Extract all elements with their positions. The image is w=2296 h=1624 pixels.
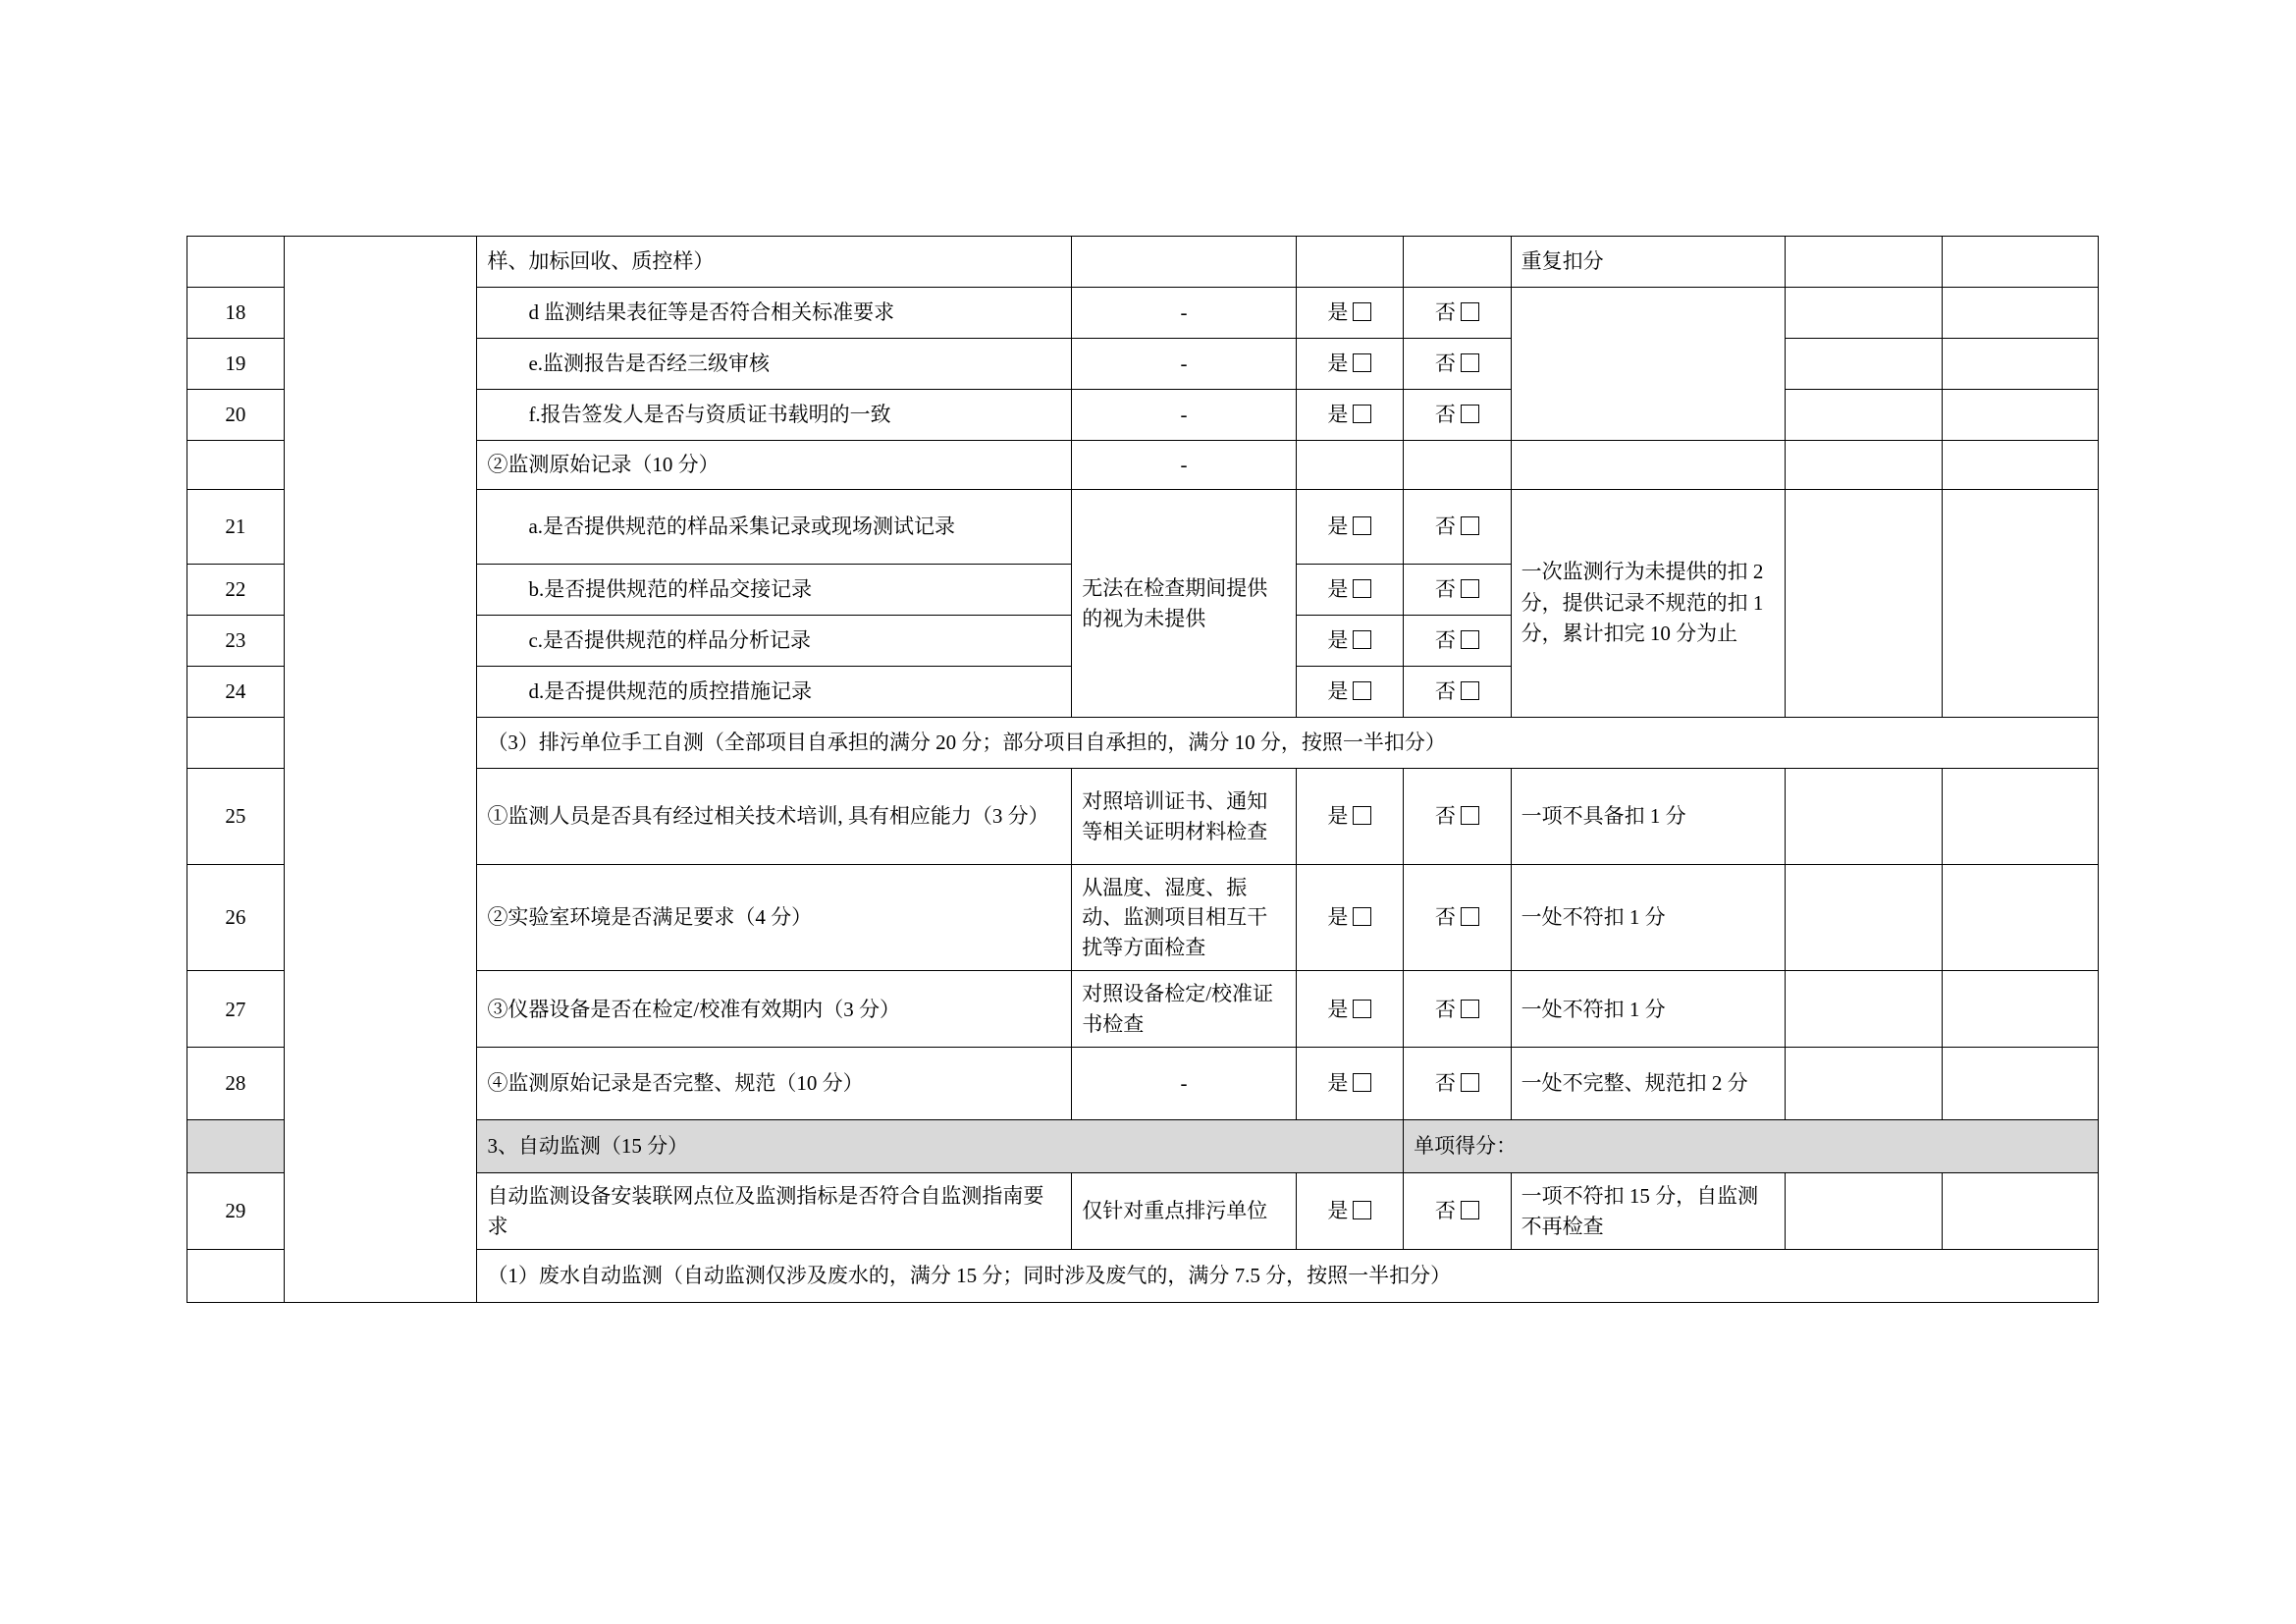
cell-score-rule: 一项不符扣 15 分，自监测不再检查	[1511, 1173, 1786, 1250]
no-checkbox[interactable]	[1461, 302, 1479, 321]
yes-label: 是	[1327, 300, 1349, 325]
cell-method: -	[1072, 339, 1296, 390]
cell-section-title: 3、自动监测（15 分）	[477, 1120, 1404, 1173]
cell-blank-1[interactable]	[1786, 1173, 1942, 1250]
cell-no	[187, 718, 285, 769]
no-checkbox[interactable]	[1461, 806, 1479, 825]
cell-method: 无法在检查期间提供的视为未提供	[1072, 490, 1296, 718]
cell-no	[187, 1120, 285, 1173]
cell-yes[interactable]	[1296, 390, 1403, 441]
no-label: 否	[1434, 403, 1456, 427]
yes-label: 是	[1327, 514, 1349, 539]
cell-no-option	[1404, 237, 1511, 288]
cell-yes[interactable]	[1296, 865, 1403, 971]
cell-item: d.是否提供规范的质控措施记录	[477, 667, 1072, 718]
cell-no-option[interactable]	[1404, 971, 1511, 1048]
no-label: 否	[1434, 905, 1456, 930]
cell-no: 20	[187, 390, 285, 441]
cell-yes[interactable]	[1296, 490, 1403, 565]
cell-method: 对照培训证书、通知等相关证明材料检查	[1072, 769, 1296, 865]
cell-method: -	[1072, 441, 1296, 490]
cell-item: ③仪器设备是否在检定/校准有效期内（3 分）	[477, 971, 1072, 1048]
cell-no: 19	[187, 339, 285, 390]
cell-yes[interactable]	[1296, 565, 1403, 616]
cell-yes	[1296, 237, 1403, 288]
cell-item: ②监测原始记录（10 分）	[477, 441, 1072, 490]
cell-blank-2[interactable]	[1942, 490, 2099, 718]
cell-blank-2[interactable]	[1942, 1048, 2099, 1120]
cell-score-rule	[1511, 288, 1786, 441]
cell-blank-1[interactable]	[1786, 971, 1942, 1048]
no-label: 否	[1434, 804, 1456, 829]
no-label: 否	[1434, 997, 1456, 1021]
cell-no: 22	[187, 565, 285, 616]
cell-no: 24	[187, 667, 285, 718]
cell-blank-1[interactable]	[1786, 288, 1942, 339]
cell-item: 样、加标回收、质控样）	[477, 237, 1072, 288]
no-label: 否	[1434, 628, 1456, 653]
cell-no-option[interactable]	[1404, 339, 1511, 390]
cell-blank-1[interactable]	[1786, 865, 1942, 971]
cell-item: ①监测人员是否具有经过相关技术培训, 具有相应能力（3 分）	[477, 769, 1072, 865]
cell-no-option[interactable]	[1404, 390, 1511, 441]
inspection-checklist-table	[187, 236, 2099, 1303]
cell-item: ④监测原始记录是否完整、规范（10 分）	[477, 1048, 1072, 1120]
cell-score-rule	[1511, 441, 1786, 490]
cell-blank-1[interactable]	[1786, 490, 1942, 718]
yes-label: 是	[1327, 1071, 1349, 1096]
cell-item: 自动监测设备安装联网点位及监测指标是否符合自监测指南要求	[477, 1173, 1072, 1250]
cell-yes[interactable]	[1296, 1048, 1403, 1120]
cell-blank-2[interactable]	[1942, 339, 2099, 390]
cell-no-option[interactable]	[1404, 1048, 1511, 1120]
cell-no	[187, 237, 285, 288]
yes-checkbox[interactable]	[1353, 516, 1371, 535]
cell-blank-2[interactable]	[1942, 971, 2099, 1048]
cell-item: b.是否提供规范的样品交接记录	[477, 565, 1072, 616]
yes-label: 是	[1327, 1199, 1349, 1223]
yes-checkbox[interactable]	[1353, 302, 1371, 321]
cell-blank-2[interactable]	[1942, 390, 2099, 441]
cell-blank-1[interactable]	[1786, 237, 1942, 288]
yes-checkbox[interactable]	[1353, 907, 1371, 926]
cell-yes[interactable]	[1296, 769, 1403, 865]
cell-method: -	[1072, 390, 1296, 441]
cell-method	[1072, 237, 1296, 288]
cell-method: 对照设备检定/校准证书检查	[1072, 971, 1296, 1048]
yes-label: 是	[1327, 679, 1349, 704]
no-label: 否	[1434, 300, 1456, 325]
cell-method: 从温度、湿度、振动、监测项目相互干扰等方面检查	[1072, 865, 1296, 971]
cell-method: -	[1072, 1048, 1296, 1120]
yes-label: 是	[1327, 997, 1349, 1021]
yes-checkbox[interactable]	[1353, 1201, 1371, 1219]
yes-checkbox[interactable]	[1353, 353, 1371, 372]
yes-label: 是	[1327, 804, 1349, 829]
yes-checkbox[interactable]	[1353, 630, 1371, 649]
cell-blank-2[interactable]	[1942, 288, 2099, 339]
no-label: 否	[1434, 1071, 1456, 1096]
no-checkbox[interactable]	[1461, 579, 1479, 598]
no-checkbox[interactable]	[1461, 907, 1479, 926]
cell-method: 仅针对重点排污单位	[1072, 1173, 1296, 1250]
cell-section-title: （1）废水自动监测（自动监测仅涉及废水的，满分 15 分；同时涉及废气的，满分 7.5 分，按照一半扣分）	[477, 1250, 2099, 1303]
cell-blank-1[interactable]	[1786, 769, 1942, 865]
cell-yes[interactable]	[1296, 667, 1403, 718]
yes-label: 是	[1327, 628, 1349, 653]
cell-no-option[interactable]	[1404, 667, 1511, 718]
cell-item: d 监测结果表征等是否符合相关标准要求	[477, 288, 1072, 339]
cell-no-option[interactable]	[1404, 616, 1511, 667]
cell-no: 18	[187, 288, 285, 339]
cell-no-option[interactable]	[1404, 1173, 1511, 1250]
cell-no: 21	[187, 490, 285, 565]
cell-no: 29	[187, 1173, 285, 1250]
cell-yes[interactable]	[1296, 616, 1403, 667]
yes-label: 是	[1327, 577, 1349, 602]
cell-blank-1[interactable]	[1786, 339, 1942, 390]
yes-checkbox[interactable]	[1353, 579, 1371, 598]
no-checkbox[interactable]	[1461, 1201, 1479, 1219]
no-checkbox[interactable]	[1461, 353, 1479, 372]
cell-item: f.报告签发人是否与资质证书载明的一致	[477, 390, 1072, 441]
no-label: 否	[1434, 679, 1456, 704]
no-checkbox[interactable]	[1461, 681, 1479, 700]
cell-blank-2[interactable]	[1942, 237, 2099, 288]
no-label: 否	[1434, 577, 1456, 602]
cell-item: e.监测报告是否经三级审核	[477, 339, 1072, 390]
cell-score-rule: 一处不符扣 1 分	[1511, 865, 1786, 971]
no-checkbox[interactable]	[1461, 630, 1479, 649]
cell-no: 25	[187, 769, 285, 865]
cell-no-option[interactable]	[1404, 490, 1511, 565]
yes-checkbox[interactable]	[1353, 405, 1371, 423]
cell-yes[interactable]	[1296, 971, 1403, 1048]
cell-score-rule: 一项不具备扣 1 分	[1511, 769, 1786, 865]
no-label: 否	[1434, 352, 1456, 376]
yes-checkbox[interactable]	[1353, 1000, 1371, 1018]
yes-label: 是	[1327, 905, 1349, 930]
cell-method: -	[1072, 288, 1296, 339]
cell-blank-2[interactable]	[1942, 769, 2099, 865]
cell-no: 26	[187, 865, 285, 971]
yes-checkbox[interactable]	[1353, 806, 1371, 825]
cell-blank-1[interactable]	[1786, 1048, 1942, 1120]
cell-item: ②实验室环境是否满足要求（4 分）	[477, 865, 1072, 971]
cell-no	[187, 441, 285, 490]
cell-no: 27	[187, 971, 285, 1048]
cell-yes[interactable]	[1296, 1173, 1403, 1250]
yes-checkbox[interactable]	[1353, 1073, 1371, 1092]
no-checkbox[interactable]	[1461, 405, 1479, 423]
cell-no-option[interactable]	[1404, 865, 1511, 971]
yes-label: 是	[1327, 352, 1349, 376]
yes-label: 是	[1327, 403, 1349, 427]
cell-blank-2[interactable]	[1942, 865, 2099, 971]
cell-category	[284, 237, 477, 1303]
cell-no-option	[1404, 441, 1511, 490]
cell-item: a.是否提供规范的样品采集记录或现场测试记录	[477, 490, 1072, 565]
no-label: 否	[1434, 514, 1456, 539]
cell-yes	[1296, 441, 1403, 490]
cell-item: c.是否提供规范的样品分析记录	[477, 616, 1072, 667]
cell-blank-1[interactable]	[1786, 441, 1942, 490]
cell-blank-2[interactable]	[1942, 441, 2099, 490]
cell-score-rule: 一次监测行为未提供的扣 2 分，提供记录不规范的扣 1 分，累计扣完 10 分为止	[1511, 490, 1786, 718]
cell-yes[interactable]	[1296, 288, 1403, 339]
cell-score-rule: 一处不符扣 1 分	[1511, 971, 1786, 1048]
cell-no-option[interactable]	[1404, 565, 1511, 616]
cell-section-score: 单项得分：	[1404, 1120, 2099, 1173]
cell-no: 28	[187, 1048, 285, 1120]
cell-no-option[interactable]	[1404, 288, 1511, 339]
cell-section-title: （3）排污单位手工自测（全部项目自承担的满分 20 分；部分项目自承担的，满分 10 分，按照一半扣分）	[477, 718, 2099, 769]
yes-checkbox[interactable]	[1353, 681, 1371, 700]
table-row	[187, 237, 2099, 288]
cell-score-rule: 一处不完整、规范扣 2 分	[1511, 1048, 1786, 1120]
no-label: 否	[1434, 1199, 1456, 1223]
no-checkbox[interactable]	[1461, 516, 1479, 535]
cell-no-option[interactable]	[1404, 769, 1511, 865]
cell-blank-1[interactable]	[1786, 390, 1942, 441]
no-checkbox[interactable]	[1461, 1073, 1479, 1092]
cell-no	[187, 1250, 285, 1303]
cell-blank-2[interactable]	[1942, 1173, 2099, 1250]
cell-yes[interactable]	[1296, 339, 1403, 390]
no-checkbox[interactable]	[1461, 1000, 1479, 1018]
cell-no: 23	[187, 616, 285, 667]
cell-score-rule: 重复扣分	[1511, 237, 1786, 288]
